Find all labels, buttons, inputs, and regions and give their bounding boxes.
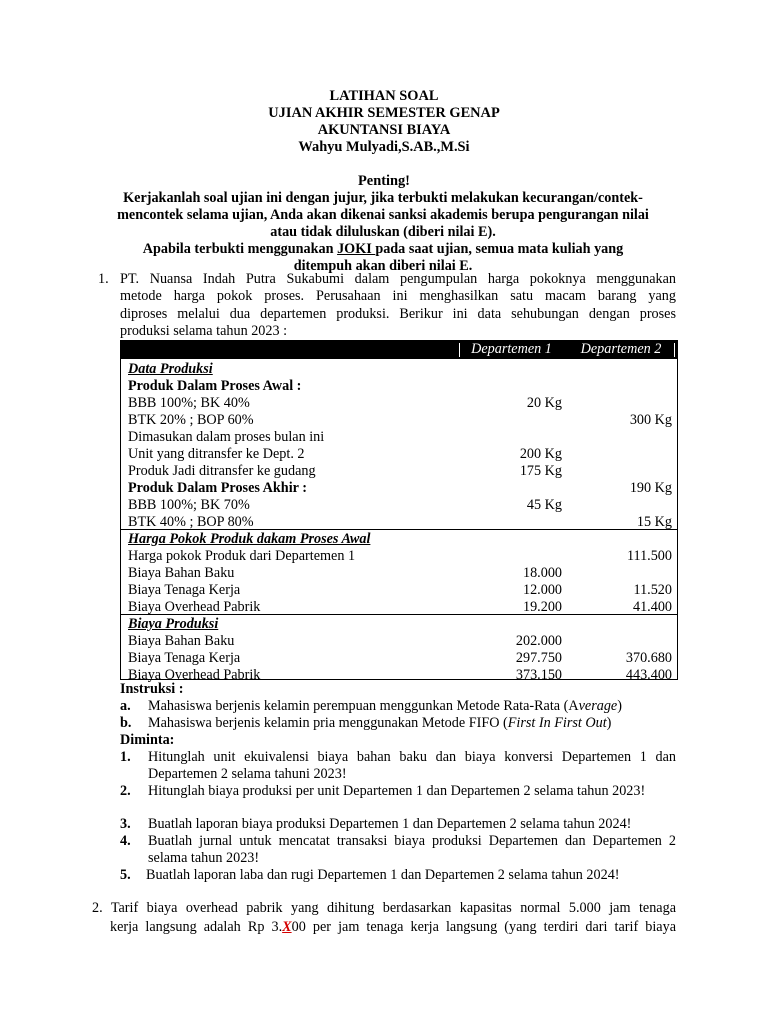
- departemen-2-value: 443.400: [625, 667, 672, 683]
- question-2-text: [92, 899, 676, 937]
- instruksi-item-b: [120, 715, 680, 732]
- doc-subtitle: UJIAN AKHIR SEMESTER GENAP: [268, 105, 500, 121]
- notice-line-4-part-c: pada saat ujian, semua mata kuliah yang: [375, 241, 624, 257]
- table-row: [128, 480, 672, 497]
- departemen-2-value: 190 Kg: [629, 480, 672, 496]
- section-divider: [121, 614, 677, 615]
- section-title: Data Produksi: [128, 361, 213, 377]
- row-label: Dimasukan dalam proses bulan ini: [128, 429, 325, 445]
- departemen-1-value: 20 Kg: [526, 395, 562, 411]
- section-title-row: [128, 361, 672, 378]
- row-label: Unit yang ditransfer ke Dept. 2: [128, 446, 305, 462]
- question-2-line-2-part-b: 00 per jam tenaga kerja langsung (yang terdiri dari tarif biaya: [291, 919, 676, 935]
- diminta-item-text: Hitunglah biaya produksi per unit Departemen 1 dan Departemen 2 selama tahun 2023!: [148, 783, 646, 799]
- section-title-row: [128, 531, 672, 548]
- departemen-1-value: 45 Kg: [526, 497, 562, 513]
- departemen-2-value: 41.400: [632, 599, 672, 615]
- instruksi-key-a: a.: [120, 698, 131, 714]
- instruksi-text-b-italic: First In First Out: [507, 715, 607, 731]
- diminta-item-number: 1.: [120, 749, 131, 765]
- departemen-1-value: 202.000: [515, 633, 562, 649]
- diminta-item-text: Buatlah jurnal untuk mencatat transaksi biaya produksi Departemen dan Departemen 2 selama tahun 2023!: [148, 833, 676, 866]
- row-label: Harga pokok Produk dari Departemen 1: [128, 548, 356, 564]
- row-label: Biaya Overhead Pabrik: [128, 599, 261, 615]
- question-1-number: 1.: [98, 271, 109, 287]
- table-row: [128, 650, 672, 667]
- table-row: [128, 565, 672, 582]
- row-label: Biaya Tenaga Kerja: [128, 650, 241, 666]
- production-data-table: [120, 340, 678, 683]
- column-header-departemen-1: Departemen 1: [471, 341, 552, 357]
- notice-line-4-part-a: Apabila terbukti menggunakan: [142, 241, 338, 257]
- question-1-line: metode harga pokok proses. Perusahaan ini menghasilkan satu macam barang yang: [120, 288, 676, 305]
- row-label: BTK 40% ; BOP 80%: [128, 514, 254, 530]
- table-row: [128, 463, 672, 480]
- notice-line-5: ditempuh akan diberi nilai E.: [293, 258, 473, 274]
- row-label: Produk Jadi ditransfer ke gudang: [128, 463, 316, 479]
- question-1-line: produksi selama tahun 2023 :: [120, 322, 288, 339]
- question-2-line-2-part-a: kerja langsung adalah Rp 3.: [110, 919, 283, 935]
- instruksi-heading: Instruksi :: [120, 681, 184, 697]
- question-1-line: PT. Nuansa Indah Putra Sukabumi dalam pengumpulan harga pokoknya menggunakan: [120, 271, 676, 287]
- row-label: Produk Dalam Proses Akhir :: [128, 480, 307, 496]
- table-row: [128, 582, 672, 599]
- diminta-item-text: Buatlah laporan laba dan rugi Departemen 1 dan Departemen 2 selama tahun 2024!: [146, 867, 620, 883]
- joki-word: JOKI: [337, 241, 376, 257]
- notice-line-3: atau tidak diluluskan (diberi nilai E).: [270, 224, 496, 240]
- departemen-2-value: 15 Kg: [636, 514, 672, 530]
- section-divider: [121, 529, 677, 530]
- diminta-item-number: 4.: [120, 833, 131, 849]
- departemen-1-value: 297.750: [515, 650, 562, 666]
- departemen-2-value: 11.520: [633, 582, 672, 598]
- table-header: [121, 341, 677, 359]
- instruksi-text-a-italic: verage: [578, 698, 618, 714]
- table-row: [128, 378, 672, 395]
- departemen-2-value: 300 Kg: [629, 412, 672, 428]
- departemen-1-value: 12.000: [522, 582, 562, 598]
- instruksi-key-b: b.: [120, 715, 132, 731]
- instruksi-text-a-end: ): [617, 698, 622, 714]
- instruksi-title: [120, 681, 680, 698]
- row-label: BBB 100%; BK 40%: [128, 395, 250, 411]
- notice-title: Penting!: [358, 173, 410, 189]
- departemen-1-value: 19.200: [522, 599, 562, 615]
- instruksi-text-a-main: Mahasiswa berjenis kelamin perempuan menggunkan Metode Rata-Rata (A: [148, 698, 579, 714]
- table-row: [128, 548, 672, 565]
- diminta-item-number: 2.: [120, 783, 131, 799]
- instruksi-text-a: [148, 698, 622, 715]
- instruksi-text-b: [148, 715, 611, 732]
- redacted-digit-x: X: [282, 919, 292, 935]
- diminta-item-number: 5.: [120, 867, 131, 883]
- table-row: [128, 395, 672, 412]
- doc-title: LATIHAN SOAL: [329, 88, 439, 104]
- author-name: Wahyu Mulyadi,S.AB.,M.Si: [298, 139, 470, 155]
- notice-line-1: Kerjakanlah soal ujian ini dengan jujur, jika terbukti melakukan kecurangan/contek-: [123, 190, 643, 206]
- question-2-line-1: 2. Tarif biaya overhead pabrik yang dihitung berdasarkan kapasitas normal 5.000 jam tenaga: [92, 900, 676, 916]
- row-label: Biaya Tenaga Kerja: [128, 582, 241, 598]
- instruksi-item-a: [120, 698, 680, 715]
- section-title: Biaya Produksi: [128, 616, 219, 632]
- notice-line-4: [80, 241, 686, 258]
- departemen-1-value: 175 Kg: [519, 463, 562, 479]
- header-separator: [674, 343, 675, 357]
- row-label: BTK 20% ; BOP 60%: [128, 412, 254, 428]
- course-name: AKUNTANSI BIAYA: [317, 122, 451, 138]
- instruksi-text-b-end: ): [606, 715, 612, 731]
- row-label: Produk Dalam Proses Awal :: [128, 378, 302, 394]
- departemen-2-value: 370.680: [625, 650, 672, 666]
- diminta-title: [120, 732, 680, 749]
- section-title-row: [128, 616, 672, 633]
- diminta-item-text: Buatlah laporan biaya produksi Departemen 1 dan Departemen 2 selama tahun 2024!: [148, 816, 632, 832]
- table-row: [128, 429, 672, 446]
- table-row: [128, 633, 672, 650]
- table-row: [128, 446, 672, 463]
- notice-line-2: mencontek selama ujian, Anda akan dikenai sanksi akademis berupa pengurangan nilai: [117, 207, 649, 223]
- table-row: [128, 497, 672, 514]
- instruksi-text-b-main: Mahasiswa berjenis kelamin pria menggunakan Metode FIFO (: [148, 715, 508, 731]
- table-row: [128, 412, 672, 429]
- departemen-2-value: 111.500: [626, 548, 672, 564]
- row-label: Biaya Bahan Baku: [128, 565, 235, 581]
- row-label: BBB 100%; BK 70%: [128, 497, 250, 513]
- question-1-line: diproses melalui dua departemen produksi. Berikur ini data sehubungan dengan proses: [120, 305, 676, 322]
- question-1-text: [120, 271, 676, 340]
- diminta-item-text: Hitunglah unit ekuivalensi biaya bahan baku dan biaya konversi Departemen 1 dan Departemen 2 selama tahuni 2023!: [148, 749, 676, 782]
- departemen-1-value: 200 Kg: [519, 446, 562, 462]
- departemen-1-value: 373.150: [515, 667, 562, 683]
- diminta-item-number: 3.: [120, 816, 131, 832]
- diminta-heading: Diminta:: [120, 732, 175, 748]
- departemen-1-value: 18.000: [522, 565, 562, 581]
- question-2-line-2: [92, 918, 676, 937]
- row-label: Biaya Overhead Pabrik: [128, 667, 261, 683]
- column-header-departemen-2: Departemen 2: [580, 341, 662, 357]
- row-label: Biaya Bahan Baku: [128, 633, 235, 649]
- section-title: Harga Pokok Produk dakam Proses Awal: [128, 531, 371, 547]
